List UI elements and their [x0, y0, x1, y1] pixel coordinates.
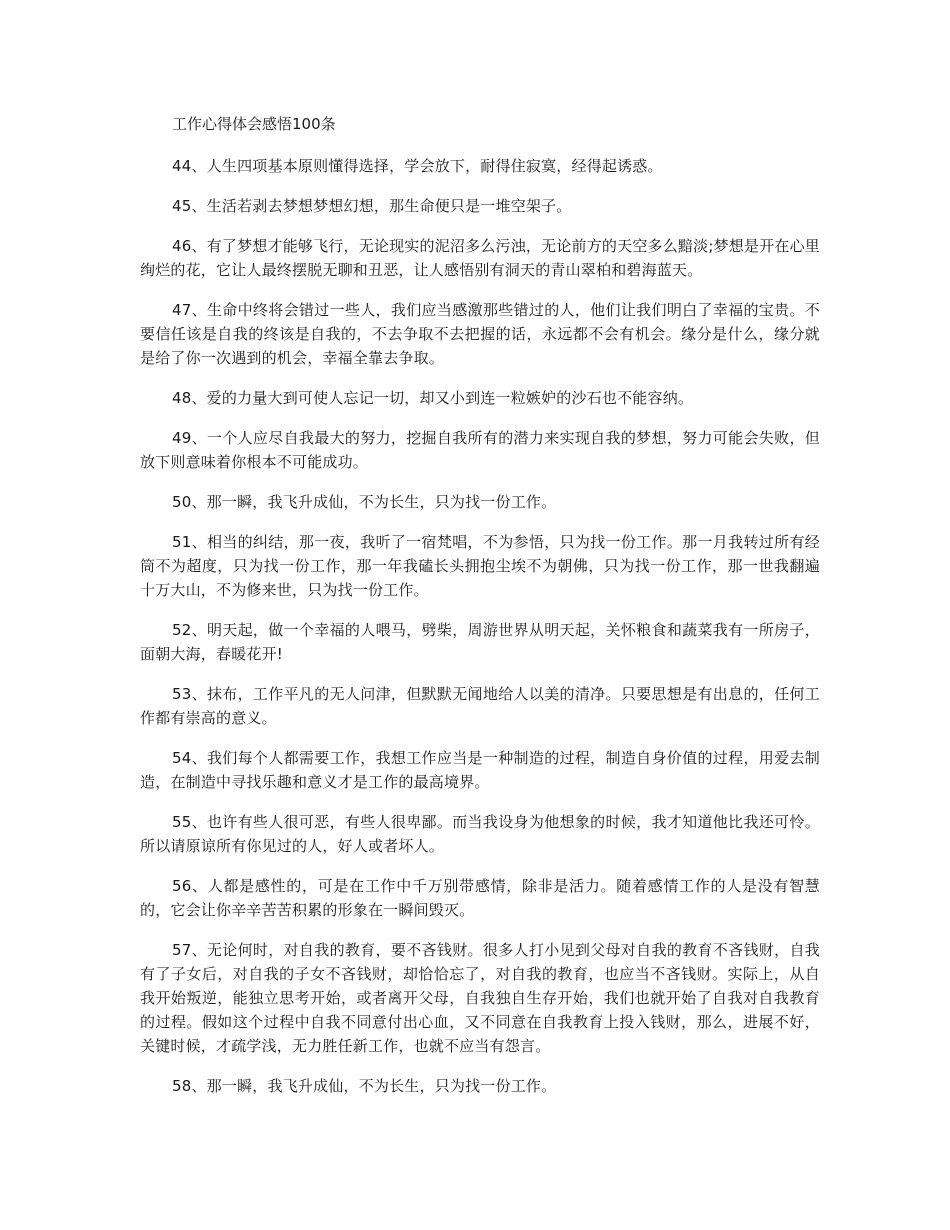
paragraph-52: 52、明天起，做一个幸福的人喂马，劈柴，周游世界从明天起，关怀粮食和蔬菜我有一所房子，面朝大海，春暖花开!: [140, 621, 820, 663]
paragraph-47: 47、生命中终将会错过一些人，我们应当感激那些错过的人，他们让我们明白了幸福的宝贵。不要信任该是自我的终该是自我的，不去争取不去把握的话，永远都不会有机会。缘分是什么，缘分就是给了你一次遇到的机会，幸福全靠去争取。: [140, 301, 820, 367]
paragraph-45: 45、生活若剥去梦想梦想幻想，那生命便只是一堆空架子。: [172, 197, 572, 215]
paragraph-50: 50、那一瞬，我飞升成仙，不为长生，只为找一份工作。: [172, 493, 557, 511]
document-title: 工作心得体会感悟100条: [172, 115, 336, 133]
paragraph-57: 57、无论何时，对自我的教育，要不吝钱财。很多人打小见到父母对自我的教育不吝钱财，自我有了子女后，对自我的子女不吝钱财，却恰恰忘了，对自我的教育，也应当不吝钱财。实际上，从自我开始叛逆，能独立思考开始，或者离开父母，自我独自生存开始，我们也就开始了自我对自我教育的过程。假如这个过程中自我不同意付出心血，又不同意在自我教育上投入钱财，那么，进展不好，关键时候，才疏学浅，无力胜任新工作，也就不应当有怨言。: [140, 941, 820, 1055]
paragraph-55: 55、也许有些人很可恶，有些人很卑鄙。而当我设身为他想象的时候，我才知道他比我还可怜。所以请原谅所有你见过的人，好人或者坏人。: [140, 813, 820, 855]
paragraph-49: 49、一个人应尽自我最大的努力，挖掘自我所有的潜力来实现自我的梦想，努力可能会失败，但放下则意味着你根本不可能成功。: [140, 429, 820, 471]
paragraph-54: 54、我们每个人都需要工作，我想工作应当是一种制造的过程，制造自身价值的过程，用爱去制造，在制造中寻找乐趣和意义才是工作的最高境界。: [140, 749, 820, 791]
paragraph-48: 48、爱的力量大到可使人忘记一切，却又小到连一粒嫉妒的沙石也不能容纳。: [172, 389, 694, 407]
paragraph-44: 44、人生四项基本原则懂得选择，学会放下，耐得住寂寞，经得起诱惑。: [172, 157, 663, 175]
paragraph-58: 58、那一瞬，我飞升成仙，不为长生，只为找一份工作。: [172, 1077, 557, 1095]
paragraph-46: 46、有了梦想才能够飞行，无论现实的泥沼多么污浊，无论前方的天空多么黯淡;梦想是开在心里绚烂的花，它让人最终摆脱无聊和丑恶，让人感悟别有洞天的青山翠柏和碧海蓝天。: [140, 237, 820, 279]
paragraph-56: 56、人都是感性的，可是在工作中千万别带感情，除非是活力。随着感情工作的人是没有智慧的，它会让你辛辛苦苦积累的形象在一瞬间毁灭。: [140, 877, 820, 919]
paragraph-53: 53、抹布，工作平凡的无人问津，但默默无闻地给人以美的清净。只要思想是有出息的，任何工作都有崇高的意义。: [140, 685, 820, 727]
document-body: [140, 112, 820, 1114]
paragraph-51: 51、相当的纠结，那一夜，我听了一宿梵唱，不为参悟，只为找一份工作。那一月我转过所有经筒不为超度，只为找一份工作，那一年我磕长头拥抱尘埃不为朝佛，只为找一份工作，那一世我翻遍十万大山，不为修来世，只为找一份工作。: [140, 533, 820, 599]
